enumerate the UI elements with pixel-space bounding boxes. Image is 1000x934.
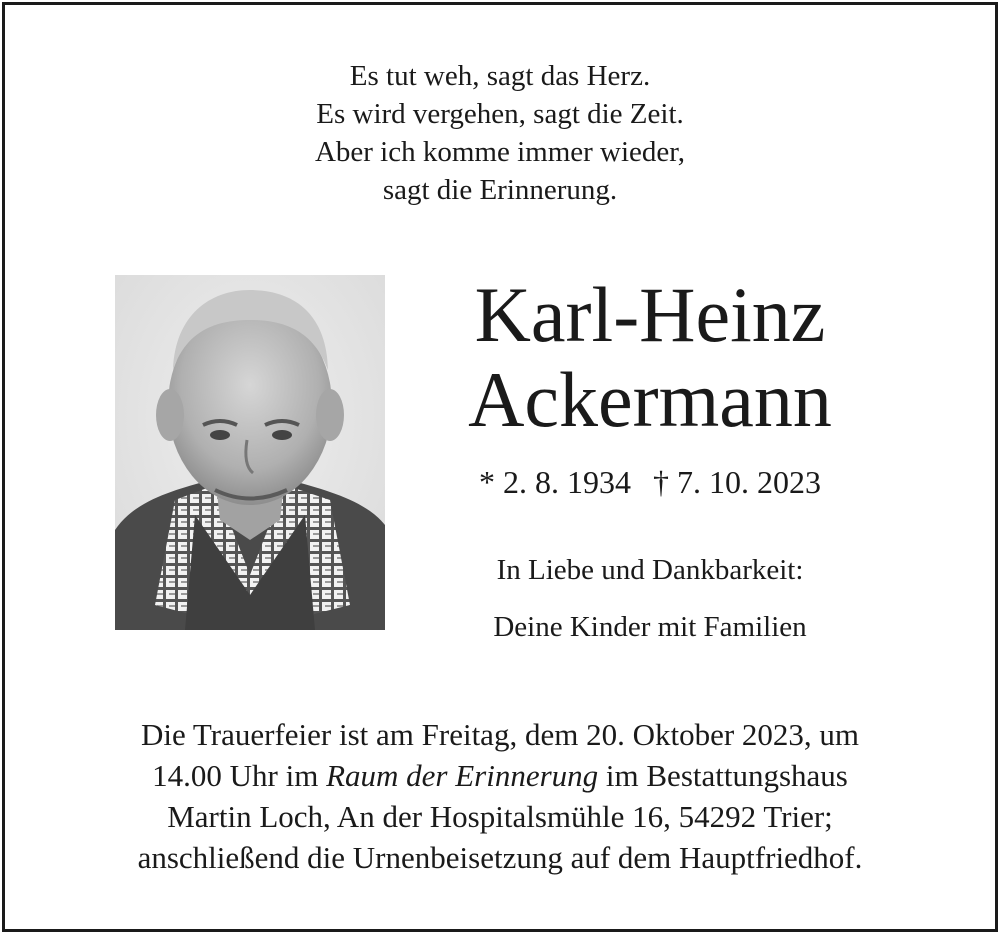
ceremony-line — [0, 755, 1000, 796]
poem-line: Es tut weh, sagt das Herz. — [349, 60, 651, 92]
ceremony-burial: anschließend die Urnenbeisetzung auf dem Hauptfriedhof. — [137, 840, 863, 875]
poem-line: Aber ich komme immer wieder, — [314, 136, 686, 168]
poem-line: sagt die Erinnerung. — [382, 174, 618, 206]
portrait-photo — [115, 275, 385, 630]
ceremony-venue: im Bestattungshaus — [598, 758, 848, 793]
memorial-poem — [0, 57, 1000, 209]
last-name: Ackermann — [468, 356, 832, 443]
ceremony-time: 14.00 Uhr im — [152, 758, 327, 793]
ceremony-room: Raum der Erinnerung — [326, 758, 599, 793]
death-date: † 7. 10. 2023 — [653, 464, 821, 500]
family-signature: Deine Kinder mit Familien — [493, 611, 807, 643]
ceremony-address: Martin Loch, An der Hospitalsmühle 16, 54292 Trier; — [167, 799, 833, 834]
dedication-line: In Liebe und Dankbarkeit: — [496, 554, 804, 586]
first-name: Karl-Heinz — [474, 271, 826, 358]
family-dedication — [400, 542, 900, 656]
birth-date: * 2. 8. 1934 — [479, 464, 631, 500]
ceremony-notice — [0, 714, 1000, 878]
poem-line: Es wird vergehen, sagt die Zeit. — [316, 98, 684, 130]
deceased-name — [400, 272, 900, 442]
life-dates — [400, 461, 900, 503]
ceremony-line: Die Trauerfeier ist am Freitag, dem 20. Oktober 2023, um — [140, 717, 860, 752]
